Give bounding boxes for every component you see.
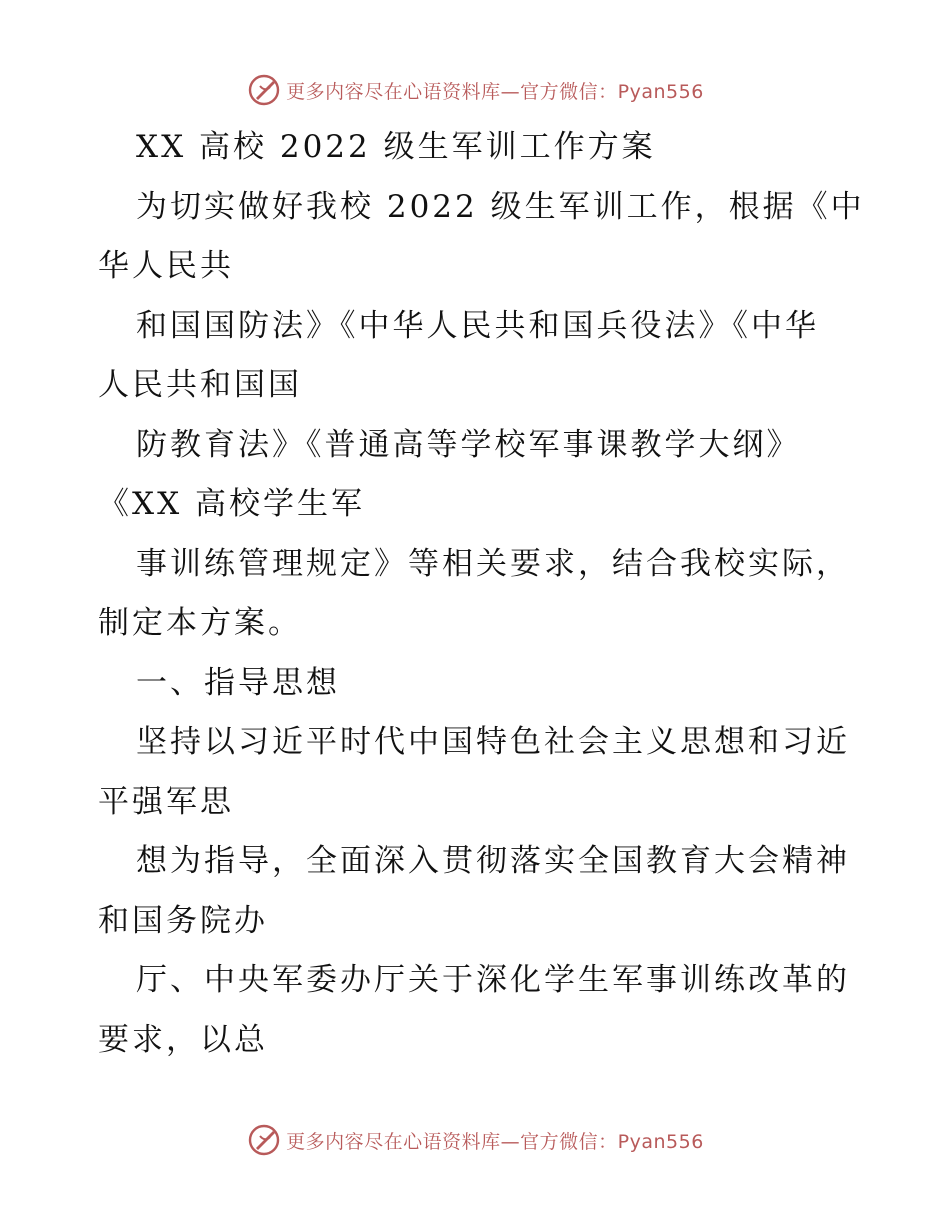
paragraph-line: 《XX 高校学生军 bbox=[98, 486, 365, 522]
paragraph-line: 华人民共 bbox=[98, 248, 234, 284]
paragraph-line: 想为指导，全面深入贯彻落实全国教育大会精神 bbox=[136, 843, 850, 879]
paragraph-line: 坚持以习近平时代中国特色社会主义思想和习近 bbox=[136, 724, 850, 760]
section-heading: 一、指导思想 bbox=[136, 664, 340, 701]
quill-logo-icon bbox=[246, 72, 282, 108]
paragraph-line: 平强军思 bbox=[98, 783, 234, 820]
footer-watermark bbox=[0, 1118, 950, 1162]
paragraph-line: 和国务院办 bbox=[98, 902, 268, 939]
quill-logo-icon bbox=[246, 1122, 282, 1158]
paragraph-line: 制定本方案。 bbox=[98, 605, 302, 641]
header-watermark bbox=[0, 68, 950, 112]
paragraph-line: 防教育法》《普通高等学校军事课教学大纲》 bbox=[136, 426, 801, 463]
paragraph-line: 人民共和国国 bbox=[98, 367, 302, 403]
paragraph-line: 为切实做好我校 2022 级生军训工作，根据《中 bbox=[136, 188, 865, 225]
paragraph-line: 和国国防法》《中华人民共和国兵役法》《中华 bbox=[136, 307, 819, 344]
document-title: XX 高校 2022 级生军训工作方案 bbox=[136, 129, 656, 165]
paragraph-line: 要求，以总 bbox=[98, 1021, 268, 1058]
paragraph-line: 事训练管理规定》等相关要求，结合我校实际， bbox=[136, 545, 850, 582]
document-body bbox=[98, 118, 865, 1070]
watermark-text: 更多内容尽在心语资料库—官方微信：Pyan556 bbox=[286, 80, 704, 103]
watermark-text: 更多内容尽在心语资料库—官方微信：Pyan556 bbox=[286, 1130, 704, 1153]
paragraph-line: 厅、中央军委办厅关于深化学生军事训练改革的 bbox=[136, 962, 850, 998]
